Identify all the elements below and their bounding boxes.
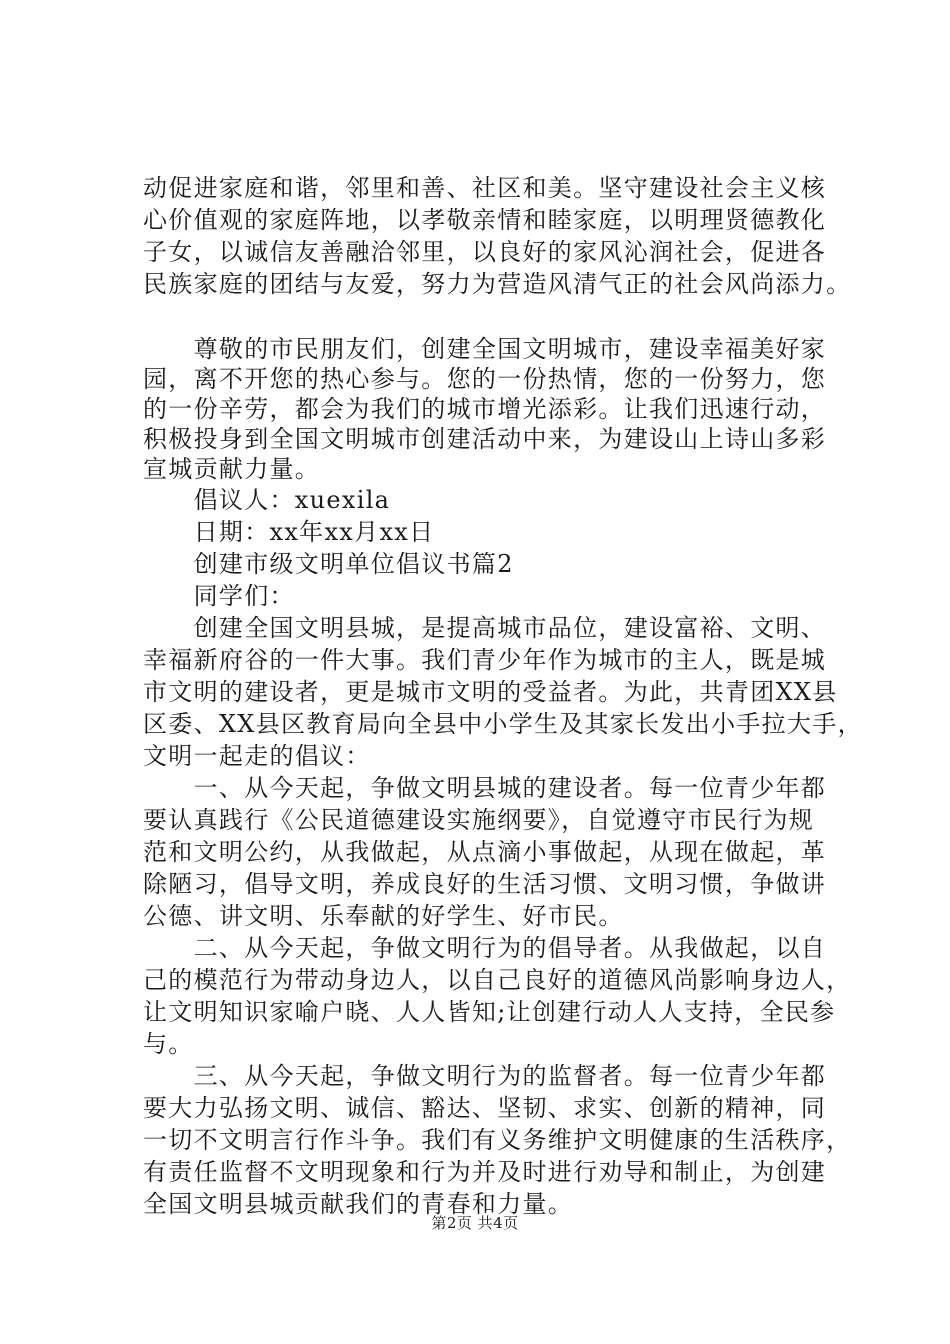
greeting-line: 同学们： [143,582,295,610]
page-number-footer: 第2页 共4页 [431,1214,519,1232]
paragraph-citizens-appeal [143,334,827,484]
text-line: 动促进家庭和谐，邻里和善、社区和美。坚守建设社会主义核 [143,174,827,202]
paragraph-point-two [143,932,852,1060]
text-line: 三、从今天起，争做文明行为的监督者。每一位青少年都 [143,1062,827,1090]
text-line: 全国文明县城贡献我们的青春和力量。 [143,1190,574,1218]
text-line: 除陋习，倡导文明，养成良好的生活习惯、文明习惯，争做讲 [143,870,827,898]
paragraph-gap [143,300,823,334]
text-line: 民族家庭的团结与友爱，努力为营造风清气正的社会风尚添力。 [143,270,852,298]
text-line: 一切不文明言行作斗争。我们有义务维护文明健康的生活秩序， [143,1126,852,1154]
section-title: 创建市级文明单位倡议书篇2 [143,550,514,578]
paragraph-point-three [143,1060,852,1220]
proposer-line: 倡议人：xuexila [143,486,391,514]
text-line: 文明一起走的倡议： [143,742,371,770]
date-line: 日期：xx年xx月xx日 [143,518,435,546]
paragraph-county-initiative [143,612,863,772]
text-line: 让文明知识家喻户晓、人人皆知;让创建行动人人支持，全民参 [143,998,836,1026]
text-line: 与。 [143,1030,194,1058]
text-line: 创建全国文明县城，是提高城市品位，建设富裕、文明、 [143,614,827,642]
text-line: 公德、讲文明、乐奉献的好学生、好市民。 [143,902,624,930]
text-line: 二、从今天起，争做文明行为的倡导者。从我做起，以自 [143,934,827,962]
paragraph-family-values [143,172,852,300]
text-line: 有责任监督不文明现象和行为并及时进行劝导和制止，为创建 [143,1158,827,1186]
text-line: 心价值观的家庭阵地，以孝敬亲情和睦家庭，以明理贤德教化 [143,206,827,234]
document-body [143,172,863,1220]
paragraph-point-one [143,772,827,932]
text-line: 子女，以诚信友善融洽邻里，以良好的家风沁润社会，促进各 [143,238,827,266]
text-line: 积极投身到全国文明城市创建活动中来，为建设山上诗山多彩 [143,425,827,453]
text-line: 的一份辛劳，都会为我们的城市增光添彩。让我们迅速行动， [143,395,827,423]
text-line: 市文明的建设者，更是城市文明的受益者。为此，共青团XX县 [143,678,838,706]
text-line: 宣城贡献力量。 [143,455,321,483]
text-line: 幸福新府谷的一件大事。我们青少年作为城市的主人，既是城 [143,646,827,674]
text-line: 尊敬的市民朋友们，创建全国文明城市，建设幸福美好家 [143,335,827,363]
text-line: 己的模范行为带动身边人，以自己良好的道德风尚影响身边人， [143,966,852,994]
text-line: 范和文明公约，从我做起，从点滴小事做起，从现在做起，革 [143,838,827,866]
text-line: 要大力弘扬文明、诚信、豁达、坚韧、求实、创新的精神，同 [143,1094,827,1122]
text-line: 园，离不开您的热心参与。您的一份热情，您的一份努力，您 [143,365,827,393]
text-line: 区委、XX县区教育局向全县中小学生及其家长发出小手拉大手， [143,710,863,738]
text-line: 要认真践行《公民道德建设实施纲要》，自觉遵守市民行为规 [143,806,815,834]
text-line: 一、从今天起，争做文明县城的建设者。每一位青少年都 [143,774,827,802]
